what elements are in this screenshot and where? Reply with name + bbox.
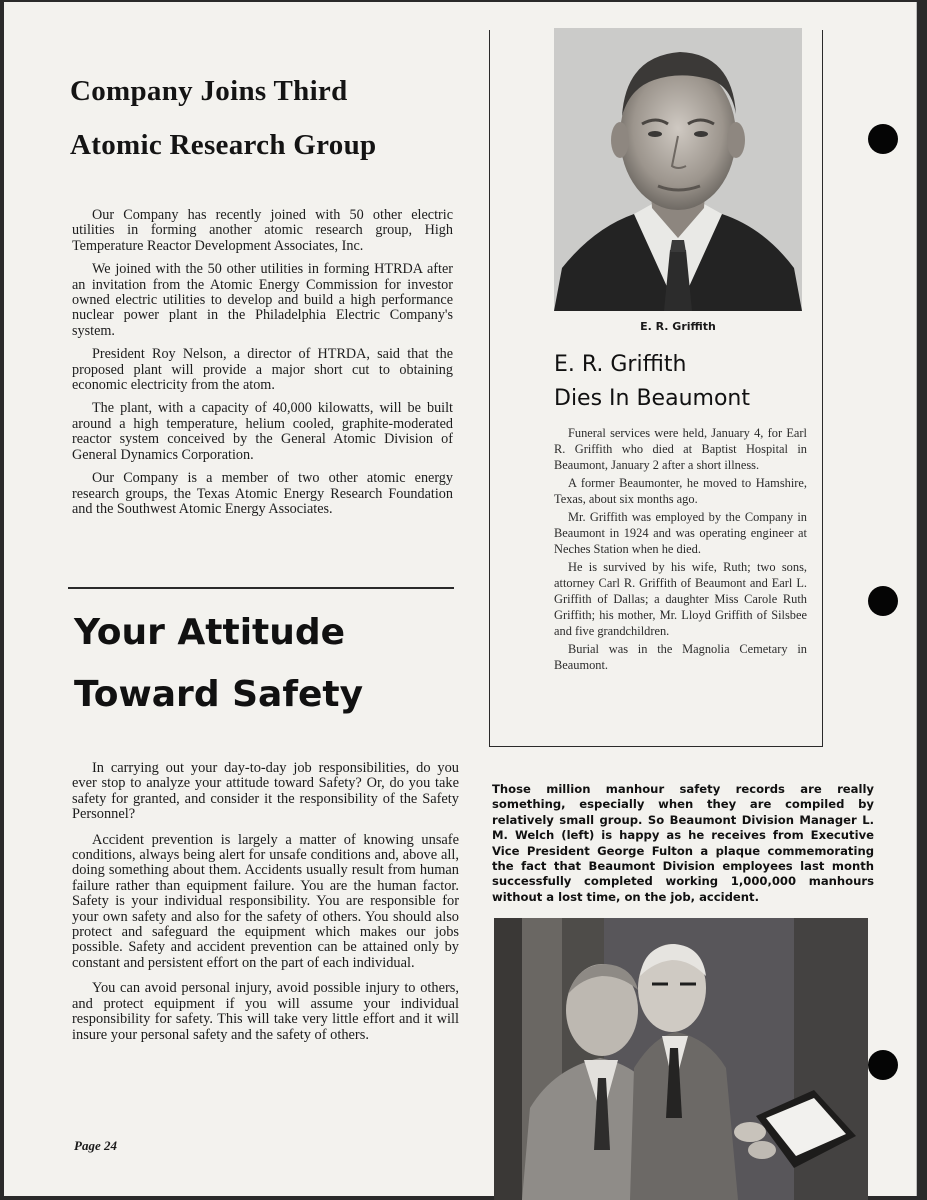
obituary-body	[554, 425, 807, 675]
atomic-article-body	[72, 208, 453, 525]
safety-title-line2: Toward Safety	[74, 674, 364, 715]
atomic-title-line1: Company Joins Third	[70, 75, 348, 107]
obituary-paragraph: Burial was in the Magnolia Cemetary in Beaumont.	[554, 642, 807, 672]
award-photo-caption: Those million manhour safety records are really something, especially when they are compiled by relatively small group. So Beaumont Division Manager L. M. Welch (left) is happy as he receives from Executive Vice President George Fulton a plaque commemorating the fact that Beaumont Division employees last month successfully completed working 1,000,000 manhours without a lost time, on the job, accident.	[492, 782, 874, 904]
obituary-paragraph: Mr. Griffith was employed by the Company in Beaumont in 1924 and was operating engineer at Neches Station when he died.	[554, 510, 807, 556]
award-photo-illustration	[494, 918, 868, 1200]
binder-hole-middle	[868, 586, 898, 616]
binder-hole-top	[868, 124, 898, 154]
atomic-paragraph: The plant, with a capacity of 40,000 kilowatts, will be built around a high temperature, helium cooled, graphite-moderated reactor system conceived by the General Atomic Division of General Dynamics Corporation.	[72, 400, 453, 463]
atomic-title-line2: Atomic Research Group	[70, 129, 377, 161]
atomic-paragraph: We joined with the 50 other utilities in forming HTRDA after an invitation from the Atomic Energy Commission for investor owned electric utilities to develop and build a high performance nuclear power plant in the Philadelphia Electric Company's system.	[72, 261, 453, 339]
atomic-paragraph: Our Company is a member of two other atomic energy research groups, the Texas Atomic Energy Research Foundation and the Southwest Atomic Energy Associates.	[72, 470, 453, 517]
obituary-title-line2: Dies In Beaumont	[554, 386, 750, 411]
safety-paragraph: You can avoid personal injury, avoid possible injury to others, and protect equipment if you will assume your individual responsibility for safety. This will take very little effort and it will insure your personal safety and the safety of others.	[72, 980, 459, 1043]
portrait-illustration	[554, 28, 802, 311]
page-number: Page 24	[74, 1138, 117, 1153]
safety-article-title	[74, 602, 464, 726]
obituary-paragraph: A former Beaumonter, he moved to Hamshire, Texas, about six months ago.	[554, 476, 807, 506]
award-presentation-photo	[494, 918, 868, 1200]
obituary-title	[554, 348, 814, 416]
safety-paragraph: In carrying out your day-to-day job responsibilities, do you ever stop to analyze your attitude toward Safety? Or, do you take safety for granted, and consider it the responsibility of the Safety Personnel?	[72, 760, 459, 823]
safety-article-body	[72, 761, 459, 1053]
obituary-title-line1: E. R. Griffith	[554, 352, 687, 377]
column-divider	[68, 587, 454, 589]
portrait-caption: E. R. Griffith	[640, 320, 716, 333]
safety-title-line1: Your Attitude	[74, 612, 346, 653]
atomic-paragraph: Our Company has recently joined with 50 other electric utilities in forming another atomic research group, High Temperature Reactor Development Associates, Inc.	[72, 207, 453, 254]
obituary-paragraph: Funeral services were held, January 4, for Earl R. Griffith who died at Baptist Hospital in Beaumont, January 2 after a short illness.	[554, 426, 807, 472]
safety-paragraph: Accident prevention is largely a matter of knowing unsafe conditions, always being alert for unsafe conditions and, above all, doing something about them. Accidents usually result from human failure rather than equipment failure. You are the human factor. Safety is your individual responsibility. You are responsible for your own safety and also for the safety of others. You should also protect and safeguard the equipment which makes our jobs possible. Safety and accident prevention can be attained only by constant and persistent effort on the part of each individual.	[72, 831, 459, 971]
magazine-page	[4, 2, 917, 1196]
atomic-article-title	[70, 64, 470, 172]
obituary-paragraph: He is survived by his wife, Ruth; two sons, attorney Carl R. Griffith of Beaumont and Earl L. Griffith of Dallas; a daughter Miss Carole Ruth Griffith; his mother, Mr. Lloyd Griffith of Silsbee and five grandchildren.	[554, 560, 807, 638]
griffith-portrait-photo	[554, 28, 802, 311]
binder-hole-bottom	[868, 1050, 898, 1080]
atomic-paragraph: President Roy Nelson, a director of HTRDA, said that the proposed plant will provide a major short cut to obtaining economic electricity from the atom.	[72, 346, 453, 394]
